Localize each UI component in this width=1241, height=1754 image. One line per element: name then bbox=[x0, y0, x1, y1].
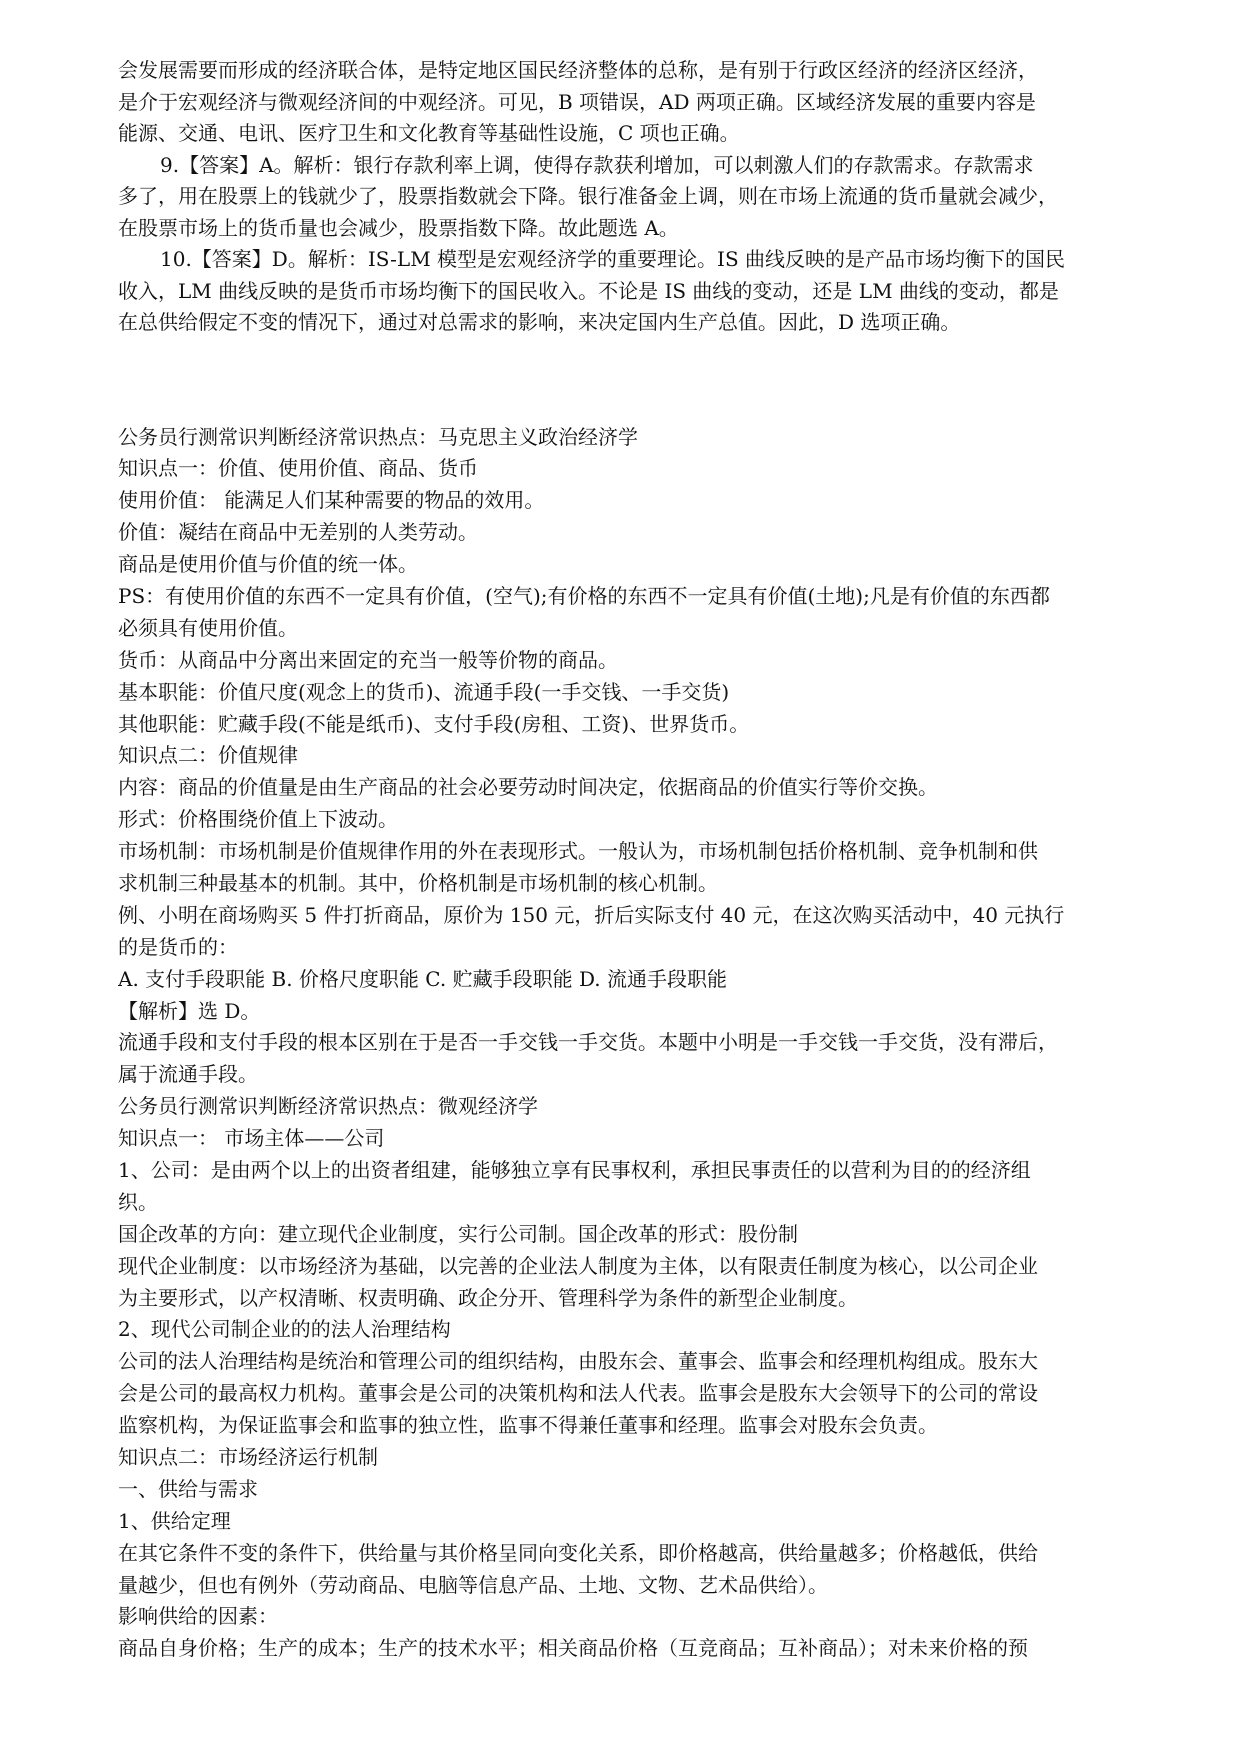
text-line: 织。 bbox=[118, 1189, 158, 1214]
text-line: 2、现代公司制企业的的法人治理结构 bbox=[118, 1317, 451, 1342]
text-line: 求机制三种最基本的机制。其中，价格机制是市场机制的核心机制。 bbox=[118, 870, 718, 895]
text-line: 在其它条件不变的条件下，供给量与其价格呈同向变化关系，即价格越高，供给量越多；价格越低，供给 bbox=[118, 1540, 1038, 1565]
text-line: 内容：商品的价值量是由生产商品的社会必要劳动时间决定，依据商品的价值实行等价交换。 bbox=[118, 775, 938, 800]
text-line: 知识点一： 市场主体——公司 bbox=[118, 1126, 385, 1151]
text-line: 知识点一：价值、使用价值、商品、货币 bbox=[118, 456, 478, 481]
text-line: 形式：价格围绕价值上下波动。 bbox=[118, 807, 398, 832]
answer-explanations bbox=[118, 55, 1118, 339]
text-line: 的是货币的： bbox=[118, 934, 238, 959]
text-line: 市场机制：市场机制是价值规律作用的外在表现形式。一般认为，市场机制包括价格机制、竞争机制和供 bbox=[118, 839, 1038, 864]
text-line: 【解析】选 D。 bbox=[118, 998, 261, 1023]
text-line: 公务员行测常识判断经济常识热点：微观经济学 bbox=[118, 1094, 538, 1119]
economics-notes bbox=[118, 422, 1118, 1666]
text-line: 价值：凝结在商品中无差别的人类劳动。 bbox=[118, 520, 478, 545]
text-line: 为主要形式，以产权清晰、权责明确、政企分开、管理科学为条件的新型企业制度。 bbox=[118, 1285, 858, 1310]
text-line: 能源、交通、电讯、医疗卫生和文化教育等基础性设施，C 项也正确。 bbox=[118, 121, 740, 145]
text-line: 公务员行测常识判断经济常识热点：马克思主义政治经济学 bbox=[118, 424, 638, 449]
text-line: 现代企业制度：以市场经济为基础，以完善的企业法人制度为主体，以有限责任制度为核心，以公司企业 bbox=[118, 1253, 1038, 1278]
text-line: 必须具有使用价值。 bbox=[118, 615, 298, 640]
text-line: 知识点二：市场经济运行机制 bbox=[118, 1445, 378, 1469]
text-line: 属于流通手段。 bbox=[118, 1062, 258, 1087]
text-line: 基本职能：价值尺度(观念上的货币)、流通手段(一手交钱、一手交货) bbox=[118, 679, 730, 704]
text-line: 会发展需要而形成的经济联合体，是特定地区国民经济整体的总称，是有别于行政区经济的经济区经济， bbox=[118, 58, 1038, 82]
text-line: 是介于宏观经济与微观经济间的中观经济。可见，B 项错误，AD 两项正确。区域经济发展的重要内容是 bbox=[118, 89, 1036, 114]
text-line: 1、公司：是由两个以上的出资者组建，能够独立享有民事权利，承担民事责任的以营利为目的的经济组 bbox=[118, 1157, 1031, 1182]
section-gap bbox=[118, 339, 1118, 422]
text-line: 公司的法人治理结构是统治和管理公司的组织结构，由股东会、董事会、监事会和经理机构组成。股东大 bbox=[118, 1349, 1038, 1374]
text-line: 商品自身价格；生产的成本；生产的技术水平；相关商品价格（互竞商品；互补商品）；对未来价格的预 bbox=[118, 1636, 1028, 1661]
text-line: 1、供给定理 bbox=[118, 1508, 231, 1533]
text-line: 影响供给的因素： bbox=[118, 1604, 278, 1629]
text-line: 其他职能：贮藏手段(不能是纸币)、支付手段(房租、工资)、世界货币。 bbox=[118, 711, 750, 736]
text-line: 例、小明在商场购买 5 件打折商品，原价为 150 元，折后实际支付 40 元，在这次购买活动中，40 元执行 bbox=[118, 902, 1065, 927]
text-line: 10.【答案】D。解析：IS-LM 模型是宏观经济学的重要理论。IS 曲线反映的是产品市场均衡下的国民 bbox=[160, 247, 1066, 271]
text-line: 9.【答案】A。解析：银行存款利率上调，使得存款获利增加，可以刺激人们的存款需求。存款需求 bbox=[160, 152, 1034, 177]
text-line: 流通手段和支付手段的根本区别在于是否一手交钱一手交货。本题中小明是一手交钱一手交货，没有滞后， bbox=[118, 1030, 1058, 1055]
text-line: A. 支付手段职能 B. 价格尺度职能 C. 贮藏手段职能 D. 流通手段职能 bbox=[118, 966, 727, 991]
text-line: 量越少，但也有例外（劳动商品、电脑等信息产品、土地、文物、艺术品供给）。 bbox=[118, 1572, 828, 1597]
text-line: 国企改革的方向：建立现代企业制度，实行公司制。国企改革的形式：股份制 bbox=[118, 1221, 798, 1246]
text-line: 一、供给与需求 bbox=[118, 1476, 258, 1501]
text-line: 知识点二：价值规律 bbox=[118, 743, 298, 768]
text-line: 在股票市场上的货币量也会减少，股票指数下降。故此题选 A。 bbox=[118, 215, 679, 240]
text-line: 使用价值： 能满足人们某种需要的物品的效用。 bbox=[118, 488, 545, 513]
text-line: 收入，LM 曲线反映的是货币市场均衡下的国民收入。不论是 IS 曲线的变动，还是 LM 曲线的变动，都是 bbox=[118, 278, 1059, 303]
document-page bbox=[118, 55, 1118, 1665]
text-line: 监察机构，为保证监事会和监事的独立性，监事不得兼任董事和经理。监事会对股东会负责。 bbox=[118, 1413, 938, 1438]
text-line: PS：有使用价值的东西不一定具有价值，(空气);有价格的东西不一定具有价值(土地);凡是有价值的东西都 bbox=[118, 583, 1050, 608]
text-line: 在总供给假定不变的情况下，通过对总需求的影响，来决定国内生产总值。因此，D 选项正确。 bbox=[118, 310, 961, 334]
text-line: 多了，用在股票上的钱就少了，股票指数就会下降。银行准备金上调，则在市场上流通的货币量就会减少， bbox=[118, 184, 1058, 208]
text-line: 会是公司的最高权力机构。董事会是公司的决策机构和法人代表。监事会是股东大会领导下的公司的常设 bbox=[118, 1381, 1038, 1406]
text-line: 商品是使用价值与价值的统一体。 bbox=[118, 552, 418, 577]
text-line: 货币：从商品中分离出来固定的充当一般等价物的商品。 bbox=[118, 647, 618, 672]
